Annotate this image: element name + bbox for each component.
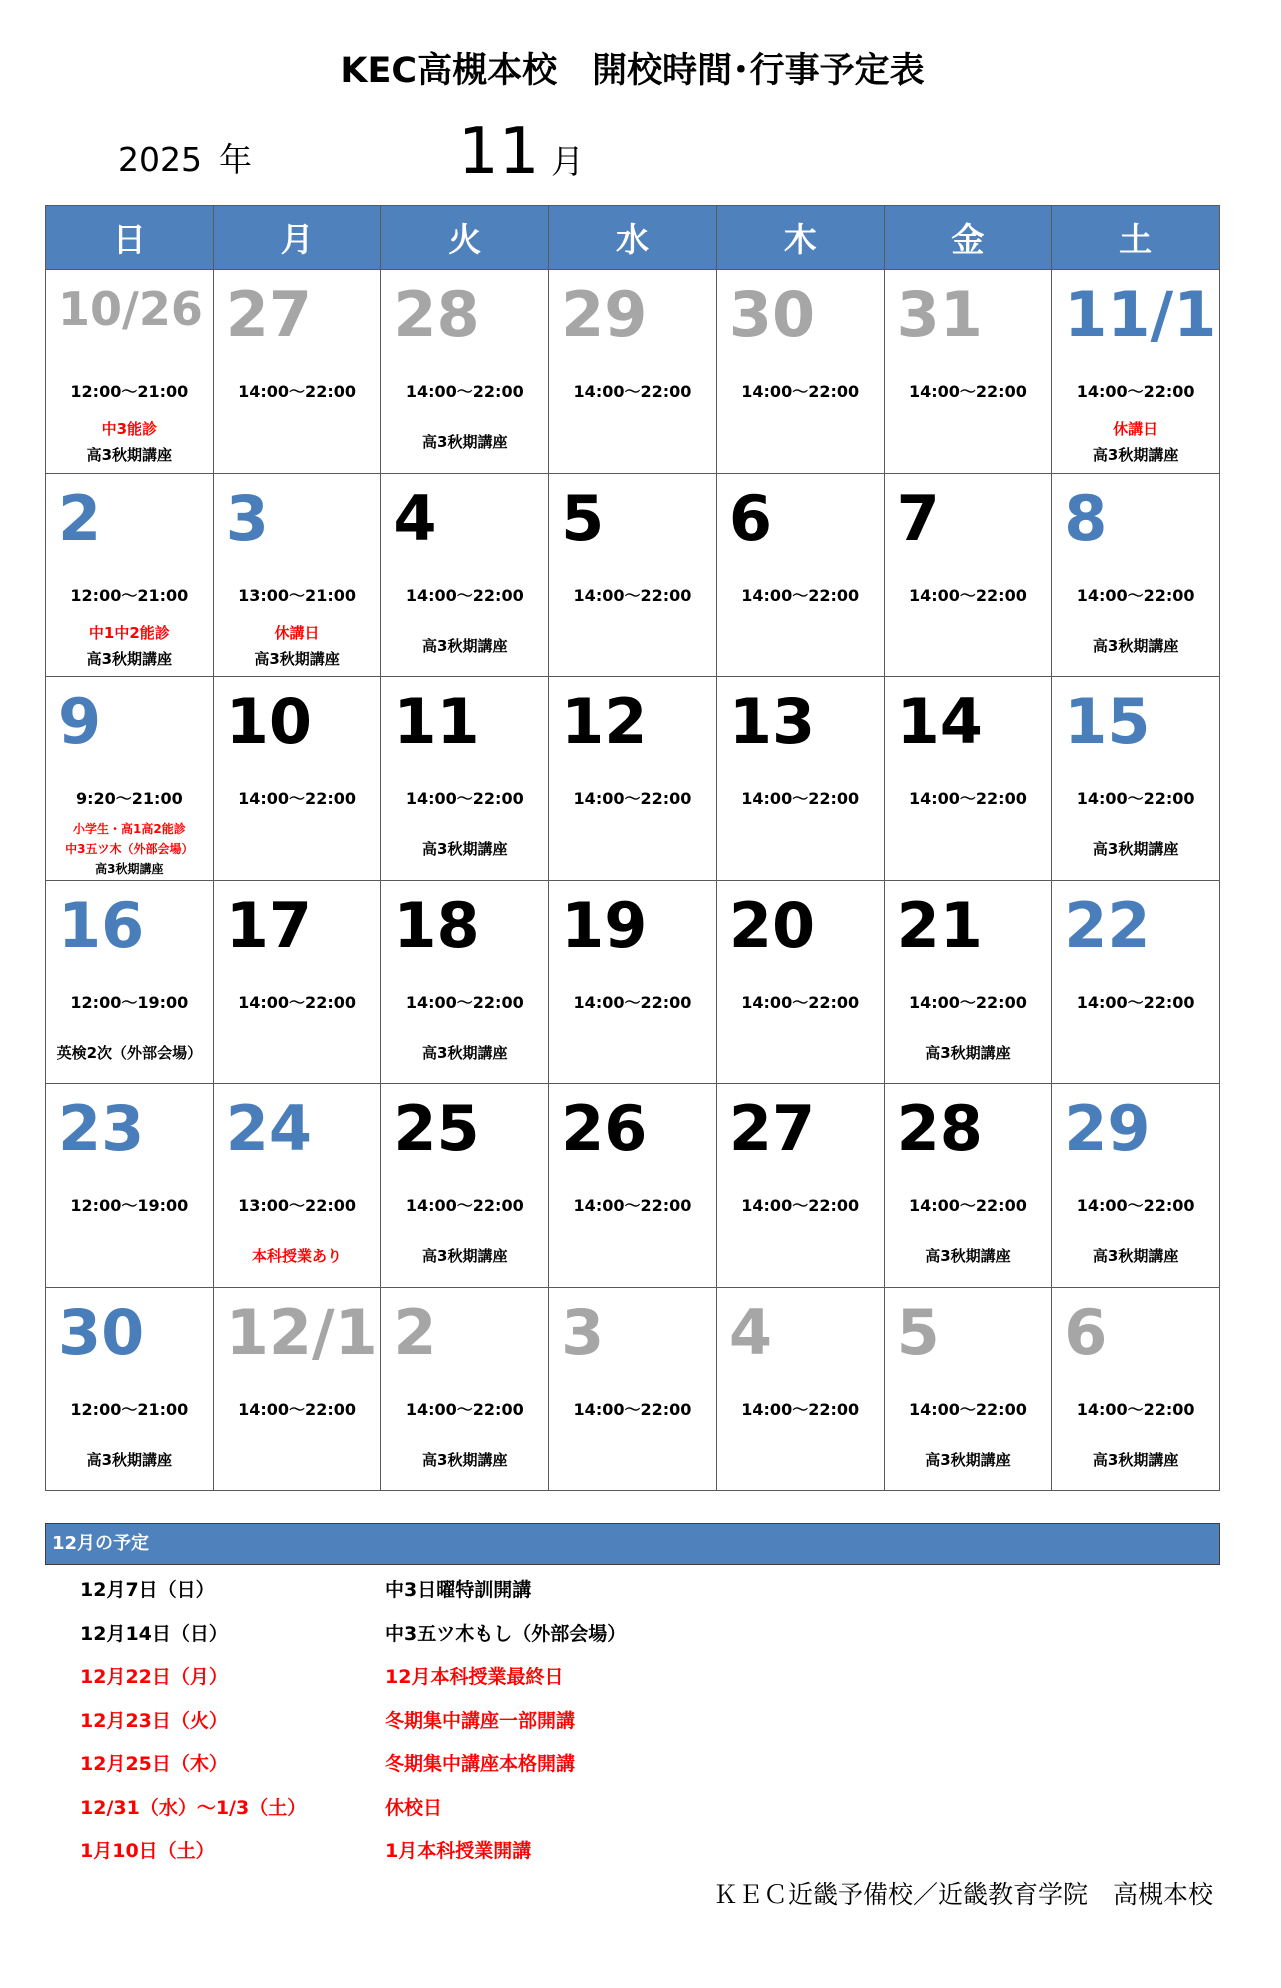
- calendar-day-cell: [214, 1084, 382, 1288]
- schedule-row: [0, 1569, 1281, 1613]
- year-unit-label: 年: [219, 140, 252, 179]
- day-note: 高3秋期講座: [1092, 1247, 1179, 1265]
- calendar-day-cell: [1052, 474, 1220, 678]
- opening-hours: 14:00～22:00: [1076, 789, 1195, 808]
- schedule-row: [0, 1700, 1281, 1744]
- year-value: 2025: [118, 140, 202, 179]
- day-number: 12: [561, 685, 648, 758]
- day-notes: [1052, 1226, 1219, 1286]
- schedule-date: 1月10日（土）: [80, 1840, 215, 1862]
- calendar-day-cell: [381, 474, 549, 678]
- opening-hours: 14:00～22:00: [741, 382, 860, 401]
- calendar-day-cell: [381, 677, 549, 881]
- day-number: 30: [58, 1295, 145, 1369]
- day-note: 高3秋期講座: [925, 1450, 1011, 1469]
- opening-hours: 14:00～22:00: [405, 1196, 524, 1215]
- day-number: 29: [1064, 1092, 1151, 1165]
- calendar-day-cell: [717, 474, 885, 678]
- day-number: 4: [728, 1295, 772, 1369]
- calendar-day-cell: [46, 1084, 214, 1288]
- calendar-day-cell: [214, 677, 382, 881]
- calendar-day-cell: [214, 881, 382, 1085]
- day-notes: [46, 819, 213, 879]
- day-number: 27: [225, 278, 312, 351]
- calendar-day-cell: [46, 881, 214, 1085]
- schedule-date: 12月14日（日）: [80, 1622, 228, 1645]
- calendar-day-cell: [1052, 270, 1220, 474]
- calendar-day-cell: [549, 881, 717, 1085]
- day-number: 12/1: [225, 1295, 378, 1369]
- december-schedule-list: [0, 1569, 1281, 1874]
- day-number: 26: [561, 1092, 648, 1165]
- opening-hours: 12:00～19:00: [70, 1196, 189, 1215]
- page-title: KEC高槻本校 開校時間･行事予定表: [340, 51, 925, 91]
- calendar-day-cell: [381, 881, 549, 1085]
- day-number: 29: [561, 278, 648, 351]
- calendar-day-cell: [885, 474, 1053, 678]
- day-notes: [46, 1023, 213, 1083]
- schedule-date: 12月7日（日）: [80, 1579, 215, 1601]
- calendar-day-cell: [885, 270, 1053, 474]
- calendar-day-cell: [885, 1288, 1053, 1492]
- day-note: 高3秋期講座: [1092, 840, 1179, 858]
- opening-hours: 14:00～22:00: [573, 1399, 692, 1419]
- schedule-row: [0, 1830, 1281, 1874]
- opening-hours: 14:00～22:00: [741, 992, 860, 1012]
- day-note: 高3秋期講座: [86, 446, 173, 464]
- day-note: 高3秋期講座: [925, 1043, 1011, 1062]
- day-note: 高3秋期講座: [422, 1247, 508, 1265]
- day-note: 高3秋期講座: [422, 1450, 508, 1469]
- day-note: 中3五ツ木（外部会場）: [65, 842, 194, 856]
- day-number: 31: [896, 278, 983, 351]
- day-notes: [885, 1023, 1052, 1083]
- day-note: 高3秋期講座: [254, 649, 340, 668]
- day-notes: [214, 616, 381, 676]
- day-number: 8: [1064, 481, 1108, 555]
- weekday-header-sat: 土: [1052, 206, 1220, 270]
- day-number: 16: [58, 888, 145, 962]
- schedule-event: 1月本科授業開講: [385, 1840, 532, 1862]
- opening-hours: 14:00～22:00: [238, 1399, 356, 1419]
- calendar-day-cell: [717, 677, 885, 881]
- opening-hours: 12:00～21:00: [70, 1399, 189, 1419]
- day-number: 25: [393, 1092, 480, 1165]
- day-number: 6: [728, 481, 772, 555]
- schedule-event: 中3日曜特訓開講: [385, 1579, 532, 1601]
- calendar-day-cell: [1052, 1084, 1220, 1288]
- opening-hours: 14:00～22:00: [741, 789, 860, 808]
- day-number: 11/1: [1064, 278, 1217, 351]
- opening-hours: 9:20～21:00: [75, 789, 183, 808]
- weekday-header-tue: 火: [381, 206, 549, 270]
- opening-hours: 14:00～22:00: [741, 1399, 860, 1419]
- opening-hours: 14:00～22:00: [1076, 992, 1195, 1012]
- day-number: 11: [393, 685, 480, 758]
- day-note: 高3秋期講座: [95, 862, 164, 876]
- calendar-day-cell: [549, 1288, 717, 1492]
- day-note: 高3秋期講座: [1092, 1450, 1179, 1469]
- schedule-event: 12月本科授業最終日: [385, 1666, 564, 1688]
- day-notes: [381, 819, 548, 879]
- opening-hours: 14:00～22:00: [1076, 382, 1195, 401]
- opening-hours: 14:00～22:00: [1076, 585, 1195, 605]
- calendar-day-cell: [717, 1084, 885, 1288]
- day-number: 3: [561, 1295, 605, 1369]
- calendar-day-cell: [1052, 881, 1220, 1085]
- day-number: 15: [1064, 685, 1151, 758]
- opening-hours: 12:00～19:00: [70, 992, 189, 1012]
- opening-hours: 14:00～22:00: [573, 585, 692, 605]
- opening-hours: 14:00～22:00: [238, 992, 356, 1012]
- month-unit-label: 月: [551, 142, 584, 181]
- calendar-day-cell: [885, 1084, 1053, 1288]
- schedule-date: 12月25日（木）: [80, 1753, 228, 1775]
- calendar-day-cell: [381, 1084, 549, 1288]
- day-number: 6: [1064, 1295, 1108, 1369]
- calendar-day-cell: [549, 270, 717, 474]
- day-number: 3: [225, 481, 269, 555]
- day-number: 28: [896, 1092, 983, 1165]
- calendar-day-cell: [549, 677, 717, 881]
- opening-hours: 13:00～21:00: [238, 585, 356, 605]
- opening-hours: 14:00～22:00: [908, 1399, 1027, 1419]
- day-notes: [381, 412, 548, 472]
- day-number: 19: [561, 888, 648, 962]
- day-note: 高3秋期講座: [925, 1247, 1011, 1265]
- schedule-row: [0, 1656, 1281, 1700]
- calendar-day-cell: [885, 677, 1053, 881]
- day-notes: [46, 616, 213, 676]
- schedule-date: 12/31（水）～1/3（土）: [80, 1796, 307, 1819]
- day-number: 27: [728, 1092, 816, 1165]
- day-notes: [1052, 819, 1219, 879]
- calendar-day-cell: [46, 270, 214, 474]
- calendar-day-cell: [1052, 677, 1220, 881]
- day-number: 24: [225, 1092, 312, 1165]
- opening-hours: 14:00～22:00: [573, 382, 692, 401]
- day-number: 17: [225, 888, 312, 962]
- opening-hours: 14:00～22:00: [405, 1399, 524, 1419]
- calendar-grid: [45, 205, 1220, 1491]
- calendar-day-cell: [214, 1288, 382, 1492]
- schedule-event: 中3五ツ木もし（外部会場）: [385, 1622, 627, 1645]
- day-notes: [885, 1430, 1052, 1490]
- day-number: 5: [561, 481, 605, 555]
- opening-hours: 14:00～22:00: [908, 992, 1027, 1012]
- day-note: 高3秋期講座: [422, 636, 508, 655]
- day-note: 高3秋期講座: [86, 1450, 173, 1469]
- day-notes: [46, 1430, 213, 1490]
- footer-school-name: ＫＥＣ近畿予備校／近畿教育学院 高槻本校: [712, 1880, 1213, 1909]
- day-number: 18: [393, 888, 480, 962]
- day-number: 30: [728, 278, 816, 351]
- day-note: 本科授業あり: [252, 1247, 343, 1265]
- day-notes: [381, 1430, 548, 1490]
- opening-hours: 14:00～22:00: [238, 789, 356, 808]
- opening-hours: 14:00～22:00: [908, 789, 1027, 808]
- day-note: 高3秋期講座: [86, 649, 173, 668]
- calendar-day-cell: [46, 1288, 214, 1492]
- schedule-row: [0, 1787, 1281, 1831]
- day-note: 小学生・高1高2能診: [73, 822, 186, 836]
- day-note: 英検2次（外部会場）: [56, 1043, 203, 1062]
- weekday-header-mon: 月: [214, 206, 382, 270]
- weekday-header-wed: 水: [549, 206, 717, 270]
- opening-hours: 14:00～22:00: [405, 585, 524, 605]
- day-notes: [1052, 412, 1219, 472]
- day-number: 13: [728, 685, 816, 758]
- opening-hours: 12:00～21:00: [70, 382, 189, 401]
- day-notes: [885, 1226, 1052, 1286]
- calendar-day-cell: [549, 1084, 717, 1288]
- calendar-day-cell: [717, 270, 885, 474]
- opening-hours: 14:00～22:00: [573, 789, 692, 808]
- day-number: 2: [58, 481, 102, 555]
- calendar-day-cell: [46, 677, 214, 881]
- day-notes: [381, 616, 548, 676]
- day-note: 高3秋期講座: [422, 840, 508, 858]
- schedule-row: [0, 1743, 1281, 1787]
- day-note: 高3秋期講座: [1092, 636, 1179, 655]
- calendar-day-cell: [1052, 1288, 1220, 1492]
- opening-hours: 14:00～22:00: [1076, 1196, 1195, 1215]
- calendar-day-cell: [549, 474, 717, 678]
- schedule-date: 12月23日（火）: [80, 1709, 228, 1732]
- opening-hours: 14:00～22:00: [405, 992, 524, 1012]
- day-note: 高3秋期講座: [1092, 446, 1179, 464]
- calendar-day-cell: [46, 474, 214, 678]
- schedule-row: [0, 1613, 1281, 1657]
- day-note: 中3能診: [101, 420, 158, 438]
- day-notes: [214, 1226, 381, 1286]
- opening-hours: 14:00～22:00: [908, 1196, 1027, 1215]
- month-value: 11: [458, 115, 540, 189]
- opening-hours: 14:00～22:00: [573, 1196, 692, 1215]
- opening-hours: 14:00～22:00: [908, 382, 1027, 401]
- day-number: 10: [225, 685, 312, 758]
- calendar-day-cell: [214, 270, 382, 474]
- day-number: 23: [58, 1092, 145, 1165]
- weekday-header-sun: 日: [46, 206, 214, 270]
- day-number: 9: [58, 685, 102, 758]
- day-number: 28: [393, 278, 480, 351]
- day-note: 休講日: [1113, 420, 1159, 438]
- day-notes: [46, 412, 213, 472]
- opening-hours: 14:00～22:00: [405, 382, 524, 401]
- schedule-date: 12月22日（月）: [80, 1666, 228, 1688]
- day-number: 14: [896, 685, 983, 758]
- day-number: 2: [393, 1295, 437, 1369]
- day-number: 5: [896, 1295, 940, 1369]
- day-note: 高3秋期講座: [422, 1043, 508, 1062]
- opening-hours: 14:00～22:00: [405, 789, 524, 808]
- calendar-day-cell: [885, 881, 1053, 1085]
- opening-hours: 14:00～22:00: [1076, 1399, 1195, 1419]
- calendar-day-cell: [717, 1288, 885, 1492]
- day-number: 7: [896, 481, 940, 555]
- day-note: 休講日: [274, 623, 320, 642]
- day-number: 22: [1064, 888, 1151, 962]
- schedule-event: 冬期集中講座本格開講: [385, 1753, 576, 1775]
- day-notes: [1052, 616, 1219, 676]
- opening-hours: 14:00～22:00: [573, 992, 692, 1012]
- weekday-header-fri: 金: [885, 206, 1053, 270]
- opening-hours: 14:00～22:00: [741, 1196, 860, 1215]
- day-number: 21: [896, 888, 983, 962]
- day-note: 高3秋期講座: [422, 433, 508, 451]
- day-notes: [381, 1023, 548, 1083]
- day-note: 中1中2能診: [88, 623, 170, 642]
- day-number: 10/26: [58, 282, 203, 336]
- opening-hours: 14:00～22:00: [908, 585, 1027, 605]
- opening-hours: 13:00～22:00: [238, 1196, 356, 1215]
- calendar-day-cell: [381, 270, 549, 474]
- opening-hours: 14:00～22:00: [741, 585, 860, 605]
- calendar-day-cell: [214, 474, 382, 678]
- day-notes: [1052, 1430, 1219, 1490]
- schedule-event: 休校日: [385, 1796, 443, 1819]
- day-number: 20: [728, 888, 816, 962]
- opening-hours: 14:00～22:00: [238, 382, 356, 401]
- calendar-day-cell: [381, 1288, 549, 1492]
- calendar-day-cell: [717, 881, 885, 1085]
- schedule-event: 冬期集中講座一部開講: [385, 1709, 576, 1732]
- opening-hours: 12:00～21:00: [70, 585, 189, 605]
- day-number: 4: [393, 481, 437, 555]
- weekday-header-thu: 木: [717, 206, 885, 270]
- december-schedule-heading: 12月の予定: [45, 1523, 1220, 1565]
- day-notes: [381, 1226, 548, 1286]
